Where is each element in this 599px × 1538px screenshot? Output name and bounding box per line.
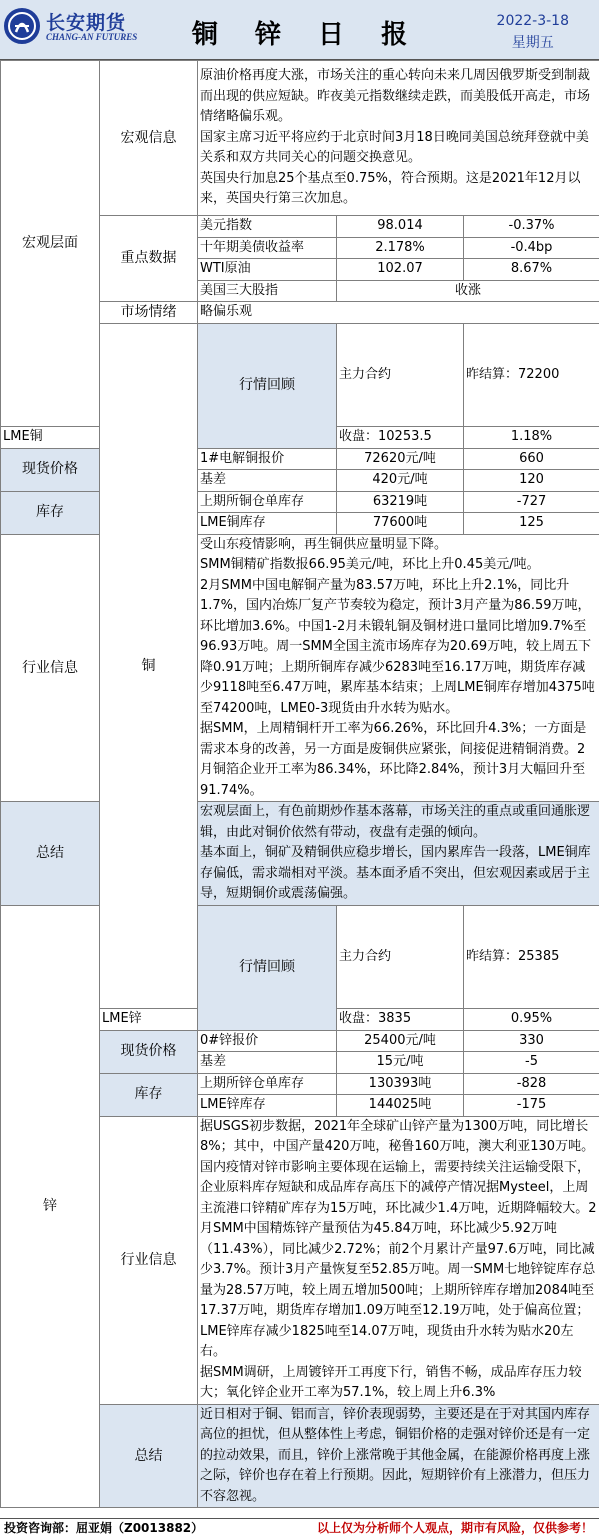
copper-industry-paragraph: 据SMM，上周精铜杆开工率为66.26%，环比回升4.3%；一方面是需求本身的改善，另一方面是废铜供应紧张，间接促进精铜消费。2月铜箔企业开工率为86.34%，环比降2.84%，预计3月大幅回升至91.74%。 [200, 721, 587, 798]
key-data-value: 102.07 [337, 259, 464, 281]
copper-industry-paragraph: 受山东疫情影响，再生铜供应量明显下降。 [200, 536, 448, 552]
zinc-spot-cell: -5 [464, 1052, 599, 1074]
logo-english-name: CHANG-AN FUTURES [46, 32, 138, 42]
copper-review-cell: 主力合约 [337, 323, 464, 427]
key-data-change: -0.37% [464, 216, 599, 238]
zinc-stock-cell: LME锌库存 [198, 1095, 337, 1117]
key-data-value: 98.014 [337, 216, 464, 238]
macro-info-label: 宏观信息 [100, 61, 198, 216]
zinc-summary-paragraph: 近日相对于铜、铝而言，锌价表现弱势，主要还是在于对其国内库存高位的担忧，但从整体性上考虑，铜铝价格的走强对锌价还是有一定的拉动效果，而且，锌价上涨常晚于其他金属，在能源价格再度上涨之际，锌价也存在着上行预期。因此，短期锌价有上涨潜力，但压力不容忽视。 [200, 1406, 591, 1504]
copper-stock-cell: 上期所铜仓单库存 [198, 491, 337, 513]
us-stocks-name: 美国三大股指 [198, 280, 337, 302]
zinc-spot-cell: 基差 [198, 1052, 337, 1074]
copper-spot-cell: 120 [464, 470, 599, 492]
key-data-name: 十年期美债收益率 [198, 237, 337, 259]
copper-summary-paragraph: 宏观层面上，有色前期炒作基本落幕，市场关注的重点或重回通胀逻辑，由此对铜价依然有带动，夜盘有走强的倾向。 [200, 804, 591, 840]
copper-section-label: 铜 [100, 323, 198, 1009]
copper-review-label: 行情回顾 [198, 323, 337, 448]
zinc-spot-label: 现货价格 [100, 1030, 198, 1073]
macro-info-paragraph: 国家主席习近平将应约于北京时间3月18日晚同美国总统拜登就中美关系和双方共同关心的问题交换意见。 [200, 129, 589, 166]
zinc-review-cell: 收盘：3835 [337, 1009, 464, 1031]
copper-industry-paragraph: SMM铜精矿指数报66.95美元/吨，环比上升0.45美元/吨。 [200, 557, 540, 572]
report-title: 铜 锌 日 报 [191, 20, 422, 50]
zinc-industry-label: 行业信息 [100, 1116, 198, 1404]
macro-section-label: 宏观层面 [1, 61, 100, 427]
copper-review-cell: 1.18% [464, 427, 599, 449]
zinc-industry-paragraph: 据USGS初步数据，2021年全球矿山锌产量为1300万吨，同比增长8%；其中，中国产量420万吨，秘鲁160万吨，澳大利亚130万吨。 [200, 1118, 595, 1154]
zinc-review-label: 行情回顾 [198, 905, 337, 1030]
key-data-label: 重点数据 [100, 216, 198, 302]
zinc-review-row [1, 905, 599, 1009]
zinc-review-cell: 0.95% [464, 1009, 599, 1031]
sentiment-value: 略偏乐观 [198, 302, 599, 324]
copper-industry-label: 行业信息 [1, 534, 100, 802]
zinc-spot-cell: 330 [464, 1030, 599, 1052]
zinc-stock-cell: 130393吨 [337, 1073, 464, 1095]
report-date [497, 10, 569, 54]
macro-info-row [1, 61, 599, 216]
consultant-credit: 投资咨询部：屈亚娟（Z0013882） [4, 1521, 204, 1535]
risk-disclaimer: 以上仅为分析师个人观点，期市有风险，仅供参考！ [316, 1521, 593, 1535]
report-footer [0, 1518, 599, 1538]
report-header [0, 0, 599, 60]
copper-stock-cell: LME铜库存 [198, 513, 337, 535]
key-data-change: -0.4bp [464, 237, 599, 259]
copper-industry-paragraph: 2月SMM中国电解铜产量为83.57万吨，环比上升2.1%，同比升1.7%，国内冶炼厂复产节奏较为稳定，预计3月产量为86.59万吨，环比增加3.6%。中国1-2月未锻轧铜及铜材进口量同比增加9.7%至96.93万吨。周一SMM全国主流市场库存为20.69万吨，较上周五下降0.91万吨；上期所铜库存减少6283吨至16.17万吨，期货库存减少9118吨至6.47万吨，累库基本结束；上周LME铜库存增加4375吨至74200吨，LME0-3现货由升水转为贴水。 [200, 577, 595, 716]
weekday-value: 星期五 [511, 35, 554, 51]
zinc-stock-cell: 上期所锌仓单库存 [198, 1073, 337, 1095]
copper-review-cell: 昨结算：72200 [464, 323, 599, 427]
copper-review-cell: LME铜 [1, 427, 100, 449]
copper-stock-cell: 63219吨 [337, 491, 464, 513]
key-data-change: 8.67% [464, 259, 599, 281]
copper-stock-row [1, 491, 599, 513]
copper-stock-cell: -727 [464, 491, 599, 513]
copper-summary-text [198, 802, 599, 906]
copper-summary-row [1, 802, 599, 906]
report-table [0, 60, 599, 1508]
zinc-industry-text [198, 1116, 599, 1404]
copper-spot-cell: 420元/吨 [337, 470, 464, 492]
copper-spot-cell: 660 [464, 448, 599, 470]
macro-info-paragraph: 英国央行加息25个基点至0.75%，符合预期。这是2021年12月以来，英国央行第三次加息。 [200, 170, 581, 207]
copper-spot-cell: 72620元/吨 [337, 448, 464, 470]
copper-review-cell: 收盘：10253.5 [337, 427, 464, 449]
zinc-review-cell: 主力合约 [337, 905, 464, 1009]
copper-industry-text [198, 534, 599, 802]
copper-stock-cell: 77600吨 [337, 513, 464, 535]
sentiment-label: 市场情绪 [100, 302, 198, 324]
key-data-value: 2.178% [337, 237, 464, 259]
zinc-spot-cell: 15元/吨 [337, 1052, 464, 1074]
copper-stock-cell: 125 [464, 513, 599, 535]
copper-summary-paragraph: 基本面上，铜矿及精铜供应稳步增长，国内累库告一段落，LME铜库存偏低，需求端相对平淡。基本面矛盾不突出，但宏观因素或居于主导，短期铜价或震荡偏强。 [200, 845, 591, 901]
zinc-stock-cell: -175 [464, 1095, 599, 1117]
copper-spot-label: 现货价格 [1, 448, 100, 491]
logo-chinese-name: 长安期货 [46, 12, 127, 34]
copper-stock-label: 库存 [1, 491, 100, 534]
zinc-stock-cell: -828 [464, 1073, 599, 1095]
copper-spot-row [1, 448, 599, 470]
macro-info-text [198, 61, 599, 216]
copper-spot-cell: 1#电解铜报价 [198, 448, 337, 470]
macro-info-paragraph: 原油价格再度大涨，市场关注的重心转向未来几周因俄罗斯受到制裁而出现的供应短缺。昨夜美元指数继续走跌，而美股低开高走，市场情绪略偏乐观。 [200, 68, 591, 125]
zinc-stock-label: 库存 [100, 1073, 198, 1116]
date-value: 2022-3-18 [496, 13, 569, 29]
zinc-industry-paragraph: 据SMM调研，上周镀锌开工再度下行，销售不畅，成品库存压力较大；氧化锌企业开工率为57.1%，较上周上升6.3% [200, 1364, 582, 1400]
zinc-stock-cell: 144025吨 [337, 1095, 464, 1117]
zinc-summary-label: 总结 [100, 1404, 198, 1508]
zinc-review-cell: 昨结算：25385 [464, 905, 599, 1009]
key-data-name: WTI原油 [198, 259, 337, 281]
copper-spot-cell: 基差 [198, 470, 337, 492]
copper-summary-label: 总结 [1, 802, 100, 906]
copper-industry-row [1, 534, 599, 802]
zinc-section-label: 锌 [1, 905, 100, 1508]
zinc-spot-cell: 0#锌报价 [198, 1030, 337, 1052]
zinc-summary-text [198, 1404, 599, 1508]
zinc-review-cell: LME锌 [100, 1009, 198, 1031]
us-stocks-value: 收涨 [337, 280, 599, 302]
zinc-industry-paragraph: 国内疫情对锌市影响主要体现在运输上，需要持续关注运输受限下，企业原料库存短缺和成品库存高压下的减停产情况据Mysteel，上周主流港口锌精矿库存为15万吨，环比减少1.4万吨，近期降幅较大。2月SMM中国精炼锌产量预估为45.84万吨，环比减少5.92万吨（11.43%），同比减少2.72%；前2个月累计产量97.6万吨，同比减少3.7%。预计3月产量恢复至52.85万吨。周一SMM七地锌锭库存总量为28.57万吨，较上周五增加500吨；上期所锌库存增加2084吨至17.37万吨，期货库存增加1.09万吨至12.19万吨，处于偏高位置；LME锌库存减少1825吨至14.07万吨，现货由升水转为贴水20左右。 [200, 1159, 597, 1359]
zinc-spot-cell: 25400元/吨 [337, 1030, 464, 1052]
key-data-name: 美元指数 [198, 216, 337, 238]
